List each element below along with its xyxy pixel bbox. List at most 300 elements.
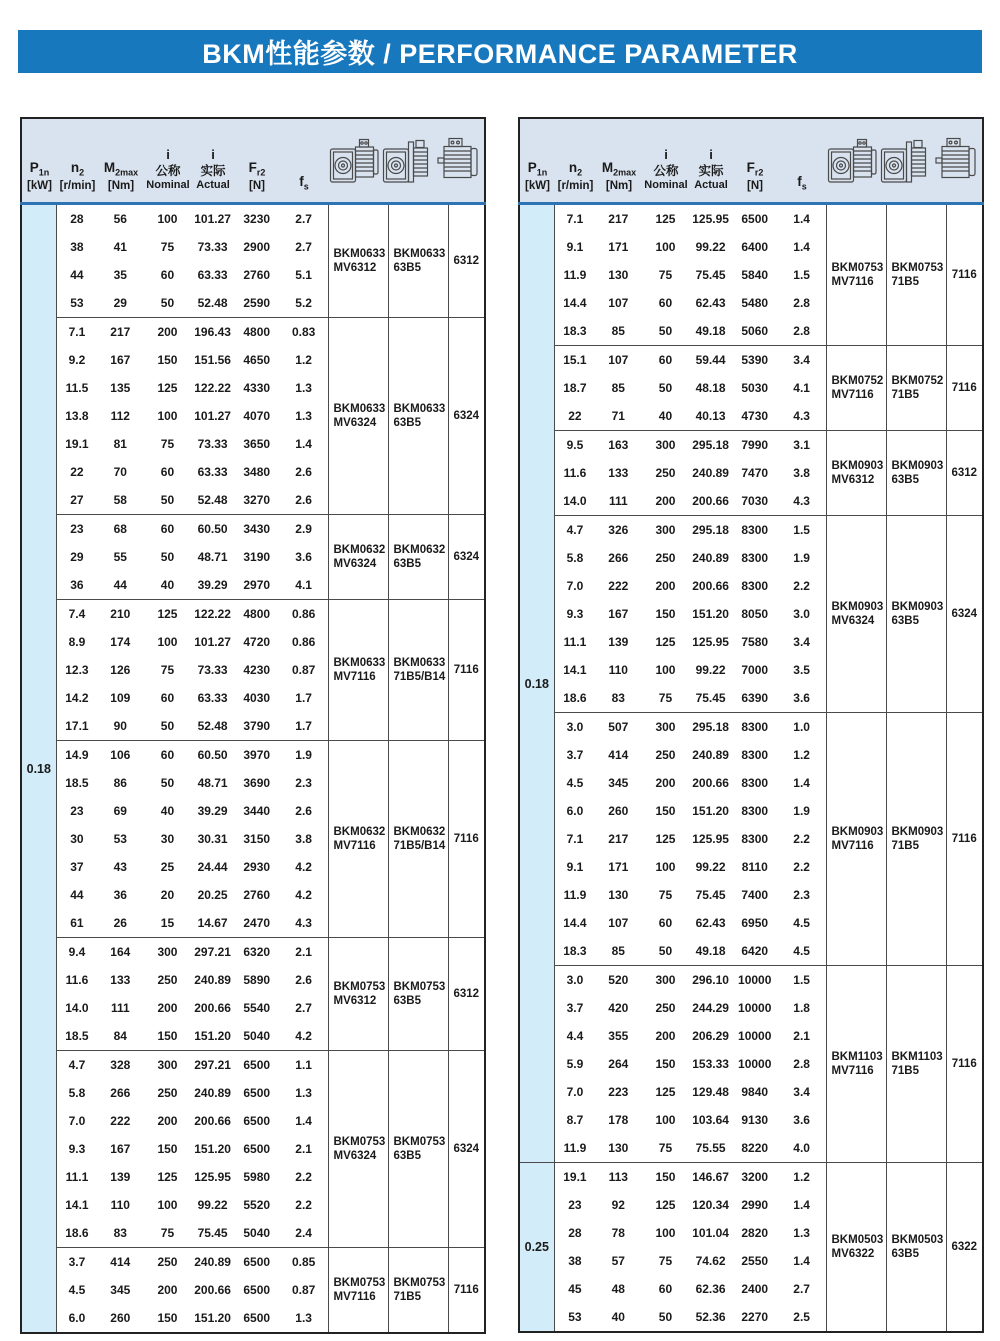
cell-n2: 44 (70, 888, 84, 902)
cell-fr2: 8300 (732, 713, 778, 742)
cell-fr2: 8300 (741, 748, 769, 762)
cell-fr2: 7990 (732, 431, 778, 460)
cell-fs: 2.8 (793, 296, 810, 310)
cell-m2max: 217 (608, 832, 629, 846)
model-mv-line: MV7116 (333, 840, 376, 852)
cell-i-nominal: 60 (658, 1282, 673, 1296)
cell-n2: 3.0 (554, 713, 595, 742)
model-mv-line: BKM0633 (333, 248, 386, 260)
cell-i-nominal: 75 (658, 1254, 673, 1268)
table-row (21, 204, 485, 234)
model-mv-line: BKM0503 (831, 1234, 884, 1246)
cell-fr2: 2400 (741, 1282, 769, 1296)
cell-i-nominal: 60 (143, 515, 191, 544)
table-row (21, 741, 485, 770)
cell-fs: 1.5 (778, 516, 826, 545)
cell-m2max: 326 (595, 516, 641, 545)
header-i-symbol: i (664, 147, 668, 163)
cell-i-actual: 99.22 (695, 860, 726, 874)
header-unit: [Nm] (605, 179, 633, 192)
cell-n2: 9.1 (566, 860, 584, 874)
cell-fs: 4.5 (793, 916, 810, 930)
cell-n2: 6.0 (566, 804, 584, 818)
cell-i-actual: 101.27 (194, 635, 231, 649)
cell-fs: 0.83 (280, 318, 328, 347)
cell-m2max: 222 (110, 1114, 131, 1128)
cell-i-nominal: 100 (655, 1226, 676, 1240)
cell-i-actual: 295.18 (690, 713, 732, 742)
model-mv-line: MV7116 (831, 1065, 874, 1077)
model-mv-line: BKM1103 (831, 1051, 883, 1063)
model-mv-line: BKM0903 (831, 460, 884, 472)
model-mv-cell (328, 741, 388, 938)
model-mv-line: BKM0632 (333, 826, 386, 838)
model-mv-cell (826, 1163, 886, 1333)
model-mv-cell (826, 346, 886, 431)
header-symbol: $F_{r2}$ (746, 159, 764, 178)
cell-i-actual: 101.27 (194, 409, 231, 423)
cell-fs: 3.0 (793, 607, 810, 621)
header-unit: [r/min] (59, 179, 96, 192)
header-col-4 (690, 119, 732, 202)
model-b5-cell (886, 431, 946, 516)
cell-fs: 1.7 (295, 691, 312, 705)
cell-i-actual: 200.66 (692, 494, 729, 508)
cell-fr2: 5840 (741, 268, 769, 282)
cell-i-actual: 40.13 (695, 409, 726, 423)
cell-i-actual: 122.22 (194, 381, 231, 395)
model-b5-line: 63B5 (393, 995, 421, 1007)
cell-i-nominal: 200 (655, 579, 676, 593)
model-b5-cell (886, 713, 946, 966)
cell-n2: 11.5 (65, 381, 89, 395)
cell-fs: 0.87 (291, 1283, 316, 1297)
cell-i-actual: 295.18 (690, 431, 732, 460)
cell-fs: 1.4 (295, 1114, 312, 1128)
cell-i-actual: 200.66 (194, 1001, 231, 1015)
cell-n2: 7.0 (68, 1114, 86, 1128)
cell-m2max: 55 (113, 550, 127, 564)
cell-fr2: 4030 (243, 691, 271, 705)
model-b5-line: 71B5 (891, 1065, 919, 1077)
cell-fr2: 6950 (741, 916, 769, 930)
header-symbol: $F_{r2}$ (248, 159, 266, 178)
cell-fs: 4.3 (793, 494, 810, 508)
model-mv-cell (328, 1051, 388, 1248)
model-b5-line: 63B5 (393, 262, 421, 274)
cell-i-nominal: 125 (655, 1085, 676, 1099)
cell-i-nominal: 75 (160, 240, 175, 254)
cell-i-nominal: 50 (658, 1310, 673, 1324)
column-headers (21, 118, 328, 204)
header-symbol: $n_2$ (568, 159, 583, 178)
model-b5-line: 63B5 (393, 417, 421, 429)
cell-m2max: 109 (110, 691, 131, 705)
cell-i-actual: 99.22 (197, 1198, 228, 1212)
cell-n2: 3.7 (566, 748, 584, 762)
table-row (519, 966, 983, 995)
cell-i-actual: 75.45 (197, 1226, 228, 1240)
cell-i-actual: 240.89 (692, 466, 729, 480)
cell-i-nominal: 150 (655, 804, 676, 818)
cell-fr2: 3150 (243, 832, 271, 846)
cell-fr2: 6500 (234, 1051, 280, 1080)
cell-i-actual: 151.20 (692, 607, 729, 621)
cell-n2: 5.8 (68, 1086, 86, 1100)
cell-fs: 3.6 (793, 1113, 810, 1127)
cell-n2: 8.7 (566, 1113, 584, 1127)
cell-n2: 29 (70, 550, 84, 564)
cell-n2: 4.7 (56, 1051, 97, 1080)
cell-i-nominal: 150 (641, 1163, 689, 1192)
cell-i-nominal: 100 (655, 860, 676, 874)
bearing-code-cell: 7116 (946, 346, 983, 431)
cell-i-actual: 48.18 (695, 381, 726, 395)
cell-fs: 1.0 (778, 713, 826, 742)
cell-i-actual: 20.25 (197, 888, 228, 902)
cell-m2max: 29 (113, 296, 127, 310)
header-row (519, 118, 983, 204)
cell-fs: 1.4 (793, 212, 810, 226)
cell-n2: 8.9 (68, 635, 86, 649)
cell-fr2: 10000 (732, 966, 778, 995)
power-rating-cell: 0.25 (519, 1163, 554, 1333)
cell-i-actual: 75.45 (695, 268, 726, 282)
model-b5-cell (886, 516, 946, 713)
header-en-label: Nominal (644, 179, 688, 192)
header-col-1 (555, 119, 596, 202)
model-mv-cell (328, 204, 388, 318)
cell-m2max: 86 (113, 776, 127, 790)
cell-i-actual: 206.29 (692, 1029, 729, 1043)
cell-i-nominal: 150 (655, 607, 676, 621)
model-mv-cell (826, 966, 886, 1163)
model-b5-line: BKM0753 (393, 1277, 446, 1289)
cell-m2max: 85 (611, 944, 625, 958)
header-col-5 (234, 119, 280, 202)
model-b5-cell (388, 204, 448, 318)
cell-fr2: 7470 (741, 466, 769, 480)
cell-i-nominal: 50 (160, 550, 175, 564)
table-row (21, 515, 485, 544)
model-mv-line: MV7116 (831, 276, 874, 288)
header-en-label: Actual (694, 179, 728, 192)
cell-fs: 4.2 (295, 888, 312, 902)
cell-fs: 4.2 (295, 1029, 312, 1043)
table-row (519, 713, 983, 742)
cell-i-nominal: 200 (655, 776, 676, 790)
cell-fs: 4.1 (295, 578, 312, 592)
cell-n2: 18.6 (563, 691, 587, 705)
header-cn-label: 实际 (200, 163, 226, 178)
cell-fr2: 2760 (243, 268, 271, 282)
cell-i-actual: 63.33 (197, 465, 228, 479)
cell-i-actual: 14.67 (197, 916, 228, 930)
cell-fr2: 5480 (741, 296, 769, 310)
cell-m2max: 69 (113, 804, 127, 818)
cell-fr2: 4330 (243, 381, 271, 395)
cell-i-nominal: 200 (655, 494, 676, 508)
model-mv-line: MV7116 (831, 389, 874, 401)
table-row (21, 1248, 485, 1277)
cell-fs: 2.2 (793, 832, 810, 846)
cell-m2max: 135 (110, 381, 131, 395)
cell-n2: 19.1 (554, 1163, 595, 1192)
cell-fr2: 7400 (741, 888, 769, 902)
cell-i-nominal: 75 (658, 691, 673, 705)
cell-n2: 14.4 (563, 296, 587, 310)
model-mv-cell (328, 938, 388, 1051)
cell-fr2: 6500 (243, 1142, 271, 1156)
cell-i-actual: 122.22 (192, 600, 234, 629)
cell-fs: 1.4 (793, 240, 810, 254)
model-b5-line: BKM0753 (891, 262, 944, 274)
cell-i-actual: 101.04 (692, 1226, 729, 1240)
cell-fr2: 6500 (243, 1114, 271, 1128)
cell-i-nominal: 40 (160, 804, 175, 818)
cell-n2: 30 (70, 832, 84, 846)
cell-i-nominal: 125 (655, 635, 676, 649)
model-b5-cell (388, 318, 448, 515)
cell-fs: 2.8 (793, 324, 810, 338)
model-b5-line: BKM0752 (891, 375, 944, 387)
cell-i-nominal: 75 (658, 1141, 673, 1155)
cell-i-nominal: 150 (157, 353, 178, 367)
cell-i-nominal: 50 (658, 324, 673, 338)
model-mv-cell (328, 515, 388, 600)
cell-m2max: 167 (110, 353, 131, 367)
cell-m2max: 260 (110, 1311, 131, 1325)
cell-fr2: 7580 (741, 635, 769, 649)
bearing-code-cell: 7116 (946, 204, 983, 346)
header-en-label: Nominal (146, 179, 190, 192)
model-b5-line: BKM0903 (891, 460, 944, 472)
cell-fr2: 2930 (243, 860, 271, 874)
cell-i-actual: 151.20 (194, 1142, 231, 1156)
cell-m2max: 111 (110, 1001, 130, 1015)
cell-i-actual: 75.55 (695, 1141, 726, 1155)
cell-i-actual: 99.22 (695, 240, 726, 254)
header-symbol: $f_s$ (797, 174, 807, 192)
cell-i-nominal: 100 (157, 1198, 178, 1212)
cell-i-actual: 74.62 (695, 1254, 726, 1268)
cell-fr2: 5980 (243, 1170, 271, 1184)
cell-fr2: 9130 (741, 1113, 769, 1127)
cell-fr2: 3970 (234, 741, 280, 770)
cell-i-actual: 48.71 (197, 550, 228, 564)
header-row (21, 118, 485, 204)
header-i-symbol: i (709, 147, 713, 163)
cell-fr2: 3690 (243, 776, 271, 790)
cell-fr2: 5040 (243, 1029, 271, 1043)
cell-n2: 3.7 (56, 1248, 97, 1277)
cell-i-nominal: 60 (160, 691, 175, 705)
cell-i-actual: 39.29 (197, 578, 228, 592)
cell-n2: 18.5 (65, 1029, 89, 1043)
cell-fs: 3.5 (793, 663, 810, 677)
cell-fr2: 5040 (243, 1226, 271, 1240)
cell-i-nominal: 125 (157, 381, 178, 395)
bearing-code-cell: 7116 (946, 966, 983, 1163)
cell-n2: 4.5 (566, 776, 584, 790)
cell-n2: 37 (70, 860, 84, 874)
cell-fr2: 4730 (741, 409, 769, 423)
cell-fs: 2.7 (295, 1001, 312, 1015)
cell-fr2: 8050 (741, 607, 769, 621)
cell-i-nominal: 125 (157, 1170, 178, 1184)
cell-fr2: 6500 (741, 212, 769, 226)
cell-fr2: 2970 (243, 578, 271, 592)
cell-i-nominal: 250 (157, 973, 178, 987)
cell-m2max: 110 (608, 663, 628, 677)
cell-n2: 11.1 (563, 635, 587, 649)
cell-fr2: 8300 (741, 579, 769, 593)
cell-fs: 5.1 (295, 268, 312, 282)
model-b5-line: BKM0633 (393, 403, 446, 415)
cell-fs: 0.85 (280, 1248, 328, 1277)
model-mv-line: BKM0752 (831, 375, 884, 387)
cell-n2: 13.8 (65, 409, 89, 423)
bearing-code-cell: 6324 (448, 1051, 485, 1248)
header-col-0 (22, 119, 57, 202)
cell-fs: 2.7 (793, 1282, 810, 1296)
model-mv-line: MV6312 (333, 995, 377, 1007)
cell-fs: 4.0 (793, 1141, 810, 1155)
model-b5-cell (388, 938, 448, 1051)
gearmotor-icons (328, 119, 484, 202)
cell-n2: 11.9 (563, 1141, 587, 1155)
cell-fr2: 3200 (732, 1163, 778, 1192)
header-unit: [kW] (27, 179, 52, 192)
cell-fs: 1.3 (295, 1311, 312, 1325)
cell-i-nominal: 200 (655, 1029, 676, 1043)
page-title: BKM性能参数 / PERFORMANCE PARAMETER (18, 30, 982, 73)
cell-m2max: 260 (608, 804, 629, 818)
cell-n2: 19.1 (65, 437, 89, 451)
cell-fs: 1.7 (295, 719, 312, 733)
cell-i-nominal: 60 (641, 346, 689, 375)
cell-fs: 5.2 (295, 296, 312, 310)
cell-fs: 0.87 (291, 663, 316, 677)
cell-m2max: 41 (113, 240, 127, 254)
cell-i-nominal: 40 (658, 409, 673, 423)
bearing-code-cell: 6312 (448, 938, 485, 1051)
header-col-4 (192, 119, 234, 202)
cell-m2max: 35 (113, 268, 127, 282)
cell-fs: 1.4 (793, 776, 810, 790)
cell-n2: 9.1 (566, 240, 584, 254)
cell-n2: 18.3 (563, 944, 587, 958)
cell-i-actual: 200.66 (692, 579, 729, 593)
cell-n2: 14.1 (65, 1198, 89, 1212)
cell-fs: 1.1 (280, 1051, 328, 1080)
cell-m2max: 328 (97, 1051, 143, 1080)
model-b5-cell (886, 204, 946, 346)
cell-m2max: 83 (611, 691, 625, 705)
header-symbol: $f_s$ (299, 174, 309, 192)
cell-fr2: 5890 (243, 973, 271, 987)
motor-icon (437, 136, 483, 186)
bearing-code-cell: 7116 (946, 713, 983, 966)
cell-i-nominal: 250 (655, 551, 676, 565)
cell-i-actual: 120.34 (692, 1198, 729, 1212)
cell-i-actual: 30.31 (197, 832, 228, 846)
model-mv-line: MV6322 (831, 1248, 875, 1260)
cell-m2max: 71 (611, 409, 625, 423)
cell-m2max: 130 (608, 1141, 629, 1155)
header-unit: [Nm] (107, 179, 135, 192)
cell-i-actual: 296.10 (690, 966, 732, 995)
header-col-2 (596, 119, 642, 202)
cell-i-nominal: 50 (160, 493, 175, 507)
cell-i-nominal: 25 (160, 860, 175, 874)
model-b5-line: BKM1103 (891, 1051, 943, 1063)
cell-i-actual: 52.48 (197, 296, 228, 310)
cell-fs: 3.4 (793, 1085, 810, 1099)
cell-n2: 4.7 (554, 516, 595, 545)
model-b5-line: 63B5 (891, 615, 919, 627)
cell-fs: 3.8 (793, 466, 810, 480)
cell-m2max: 40 (611, 1310, 625, 1324)
cell-m2max: 264 (608, 1057, 629, 1071)
column-headers (519, 118, 826, 204)
cell-fr2: 5540 (243, 1001, 271, 1015)
header-symbol: $M_{2max}$ (601, 159, 637, 178)
cell-fs: 1.3 (295, 409, 312, 423)
cell-fs: 1.4 (793, 1254, 810, 1268)
cell-i-actual: 196.43 (192, 318, 234, 347)
cell-n2: 53 (568, 1310, 582, 1324)
cell-fs: 2.1 (295, 1142, 312, 1156)
cell-m2max: 520 (595, 966, 641, 995)
header-symbol: $M_{2max}$ (103, 159, 139, 178)
cell-n2: 9.3 (566, 607, 584, 621)
cell-fr2: 2760 (243, 888, 271, 902)
cell-fr2: 4070 (243, 409, 271, 423)
cell-i-actual: 60.50 (192, 515, 234, 544)
cell-i-actual: 52.48 (197, 719, 228, 733)
cell-fr2: 3190 (243, 550, 271, 564)
gearmotor-icons-cell (328, 118, 485, 204)
cell-i-actual: 52.36 (695, 1310, 726, 1324)
cell-m2max: 70 (113, 465, 127, 479)
cell-n2: 11.9 (563, 888, 587, 902)
cell-m2max: 266 (110, 1086, 131, 1100)
cell-i-actual: 153.33 (692, 1057, 729, 1071)
cell-m2max: 178 (608, 1113, 629, 1127)
table-row (21, 600, 485, 629)
cell-i-nominal: 50 (658, 944, 673, 958)
cell-m2max: 43 (113, 860, 127, 874)
cell-n2: 18.6 (65, 1226, 89, 1240)
cell-i-nominal: 60 (160, 465, 175, 479)
cell-m2max: 85 (611, 381, 625, 395)
cell-i-nominal: 100 (655, 663, 676, 677)
cell-fr2: 6500 (243, 1086, 271, 1100)
cell-fr2: 8300 (741, 551, 769, 565)
header-unit: [N] (747, 179, 763, 192)
cell-i-nominal: 250 (143, 1248, 191, 1277)
cell-fr2: 8300 (732, 516, 778, 545)
cell-fs: 1.9 (793, 804, 810, 818)
cell-fr2: 6500 (243, 1283, 271, 1297)
table-row (21, 1051, 485, 1080)
cell-n2: 14.9 (56, 741, 97, 770)
model-b5-line: 63B5 (891, 474, 919, 486)
header-symbol: $P_{1n}$ (29, 159, 50, 178)
cell-fs: 4.2 (295, 860, 312, 874)
cell-fs: 2.7 (295, 240, 312, 254)
